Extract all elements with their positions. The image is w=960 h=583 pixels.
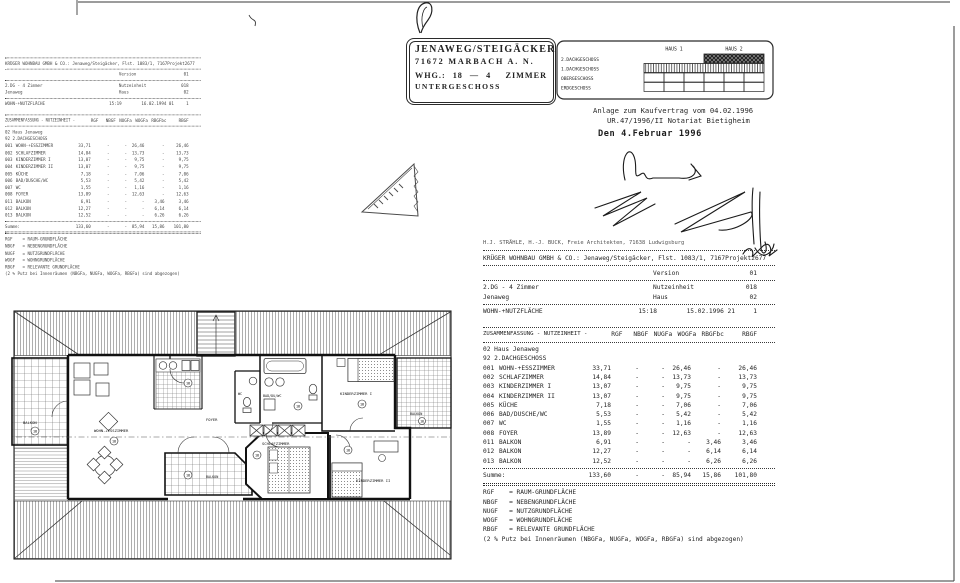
table-row: 002 SCHLAFZIMMER 14,84 - - 13,73 - 13,73 (5, 150, 189, 156)
separator (483, 304, 775, 305)
separator (483, 280, 775, 281)
separator (5, 221, 201, 222)
table-row: 001 WOHN-+ESSZIMMER 33,71 - - 26,46 - 26,46 (483, 364, 757, 372)
room-label-balcony-bottom: BALKON (206, 475, 219, 479)
unit-marker: 18 (32, 429, 38, 434)
table-row: 006 BAD/DUSCHE/WC 5,53 - - 5,42 - 5,42 (5, 178, 189, 184)
table-row: 011 BALKON 6,91 - - - 3,46 3,46 (483, 439, 757, 447)
legend-line: WOGF = WOHNGRUNDFLÄCHE (483, 517, 573, 525)
legend-line: NBGF = NEBENGRUNDFLÄCHE (483, 498, 577, 506)
unit-marker: 18 (359, 402, 365, 407)
room-label-balcony-left: BALKON (23, 420, 37, 425)
whg-separator: — (469, 71, 480, 80)
separator (5, 69, 201, 70)
separator (483, 327, 775, 328)
col-rbgfbc: RBGFbc (701, 331, 724, 339)
legend-line: NUGF = NUTZGRUNDFLÄCHE (483, 507, 573, 515)
room-label-living: WOHN-+ESSZIMMER (94, 428, 129, 433)
version-value: 01 (749, 269, 757, 277)
unit-marker: 18 (185, 473, 191, 478)
street-name: Jenaweg (483, 293, 510, 301)
nutzeinheit-value: 018 (745, 284, 757, 292)
sum-row: Summe: 133,60 - - 85,94 15,86 101,80 (483, 472, 757, 480)
floor-label: UNTERGESCHOSS (415, 82, 501, 91)
col-wogfa: WOGFa (677, 331, 697, 339)
unit-marker: 18 (420, 419, 424, 424)
kitchen-fixtures (156, 359, 200, 409)
room-label-child1: KINDERZIMMER I (340, 391, 373, 396)
nutzeinheit-label: Nutzeinheit (653, 284, 694, 292)
annex-note (593, 106, 753, 125)
room-label-child2: KINDERZIMMER II (356, 478, 391, 483)
column-header-row: ZUSAMMENFASSUNG - NUTZEINHEIT - RGF NBGF NUGFa WOGFa RBGFbc RBGF (5, 118, 189, 124)
table-row: 007 WC 1,55 - - 1,16 - 1,16 (483, 420, 757, 428)
summary-title: ZUSAMMENFASSUNG - NUTZEINHEIT - (483, 331, 588, 338)
architect-line: H.J. STRÄHLE, H.-J. BUCK, Freie Architekten, 71638 Ludwigsburg (483, 240, 685, 246)
legend-mini: RGF = RAUM-GRUNDFLÄCHE NBGF = NEBENGRUNDFLÄCHE NUGF = NUTZGRUNDFLÄCHE WOGF = WOHNGRUNDFLÄCHE RBGF = RELEVANTE GRUNDFLÄCHE (5, 236, 80, 270)
triangle-stamp (352, 160, 432, 222)
rooms-label: ZIMMER (505, 71, 547, 80)
room-label-foyer: FOYER (206, 417, 218, 422)
table-row: 012 BALKON 12,27 - - - 6,14 6,14 (5, 206, 189, 212)
separator (5, 126, 201, 127)
table-row: 005 KÜCHE 7,18 - - 7,06 - 7,06 (5, 171, 189, 177)
separator (483, 250, 775, 251)
table-row: 004 KINDERZIMMER II 13,07 - - 9,75 - 9,75 (5, 164, 189, 170)
project-number: 2677 (751, 254, 767, 262)
signature-stroke (623, 152, 701, 180)
wn-label: WOHN-+NUTZFLÄCHE (483, 308, 543, 316)
separator-dense (5, 232, 201, 234)
table-row: 004 KINDERZIMMER II 13,07 - - 9,75 - 9,75 (483, 392, 757, 400)
separator (483, 468, 775, 469)
col-rgf: RGF (611, 331, 623, 339)
separator-dense (483, 483, 775, 486)
table-row: 008 FOYER 13,89 - - 12,63 - 12,63 (483, 429, 757, 437)
area-summary-table-mini: KRÜGER WOHNBAU GMBH & CO.: Jenaweg/Steigäcker, Flst. 1083/1, 7167Projekt 2677 Version 01 2.DG - 4 Zimmer Nutzeinheit 018 Jenaweg Haus 02 WOHN-+NUTZFLÄCHE 15:19 16.02.1994 01 1 ZUSAMMENFASSUNG - NUTZEINHEIT - RGF NBGF NUGFa WOGFa RBGFbc RBGF 02 Haus Jenaweg 92 2.DACHGESCHOSS 001 WOHN-+ESSZIMMER 33,71 - - 26,46 - 26,46 002 SCHLAFZIMMER 14,84 - - 13,73 - 13,73 003 KINDERZIMMER I 13,07 - - 9,75 - 9,75 004 KINDERZIMMER II 13,07 - - 9,75 - 9,75 005 KÜCHE 7,18 - - 7,06 - 7,06 006 BAD/DUSCHE/WC 5,53 - - 5,42 - 5,42 007 WC 1,55 - - 1,16 - 1,16 008 FOYER 13,89 - - 12,63 - 12,63 011 BALKON 6,91 - - - 3,46 3,46 012 BALKON 12,27 - - - 6,14 6,14 013 BALKON 12,52 - - - 6,26 6,26 Summe: 133,60 - - 85,94 15,86 101,80 RGF = RAUM-GRUNDFLÄCHE NBGF = NEBENGRUNDFLÄCHE NUGF = NUTZGRUNDFLÄCHE WOGF = WOHNGRUNDFLÄCHE RBGF = RELEVANTE GRUNDFLÄCHE (2 % Putz bei Innenräumen (NBGFa, NUGFa, WOGFa, RBGFa) sind abgezogen) (5, 56, 201, 278)
legend-line: RGF = RAUM-GRUNDFLÄCHE (483, 489, 577, 497)
table-row: 013 BALKON 12,52 - - - 6,26 6,26 (5, 213, 189, 219)
room-rows-mini (5, 143, 201, 220)
house2-header: HAUS 2 (725, 47, 743, 53)
project-header-box (406, 38, 556, 105)
table-row: 013 BALKON 12,52 - - - 6,26 6,26 (483, 457, 757, 465)
wn-time: 15:18 (638, 308, 657, 316)
col-rbgf: RBGF (742, 331, 758, 339)
footnote: (2 % Putz bei Innenräumen (NBGFa, NUGFa, WOGFa, RBGFa) sind abgezogen) (483, 535, 744, 543)
balcony-left (12, 358, 68, 445)
room-rows (483, 364, 775, 466)
legend-line: RBGF = RELEVANTE GRUNDFLÄCHE (483, 526, 595, 534)
room-label-balcony-right: BALKON (410, 412, 423, 416)
floor-plan (10, 303, 455, 561)
unit-marker: 18 (111, 439, 117, 444)
room-label-bath: BAD/DU/WC (263, 394, 282, 398)
separator (483, 265, 775, 266)
group-line-haus: 02 Haus Jenaweg (483, 346, 539, 354)
unit-marker: 18 (345, 448, 351, 453)
whg-label: WHG.: (415, 71, 446, 80)
apartment-line (415, 71, 547, 80)
project-title: JENAWEG/STEIGÄCKER (415, 44, 556, 55)
project-address: 71672 MARBACH A. N. (415, 57, 535, 66)
unit-desc: 2.DG - 4 Zimmer (483, 284, 539, 292)
table-row: 008 FOYER 13,89 - - 12,63 - 12,63 (5, 192, 189, 198)
stairwell (197, 312, 235, 356)
table-row: 006 BAD/DUSCHE/WC 5,53 - - 5,42 - 5,42 (483, 411, 757, 419)
legend (483, 488, 775, 534)
annex-line1: Anlage zum Kaufvertrag vom 04.02.1996 (593, 106, 754, 115)
col-nugfa: NUGFa (653, 331, 673, 339)
sum-row: Summe: 133,60 - - 85,94 15,86 101,80 (5, 224, 189, 230)
haus-label: Haus (653, 293, 668, 301)
separator (5, 98, 201, 99)
unit-marker: 18 (254, 453, 260, 458)
company-line: KRÜGER WOHNBAU GMBH & CO.: Jenaweg/Steigäcker, Flst. 1083/1, 7167Projekt (483, 254, 752, 262)
unit-marker: 18 (185, 381, 191, 386)
separator (5, 115, 201, 116)
level-label-eg: ERDGESCHOSS (561, 86, 591, 92)
separator (5, 80, 201, 81)
unit-marker: 18 (295, 404, 301, 409)
floor-level-grid (556, 40, 774, 102)
column-header-row (483, 330, 775, 339)
wn-date: 15.02.1996 21 (686, 308, 735, 316)
annex-line2: UR.47/1996/II Notariat Bietigheim (607, 115, 750, 125)
whg-number: 18 (452, 71, 463, 80)
separator (483, 342, 775, 343)
table-row: 001 WOHN-+ESSZIMMER 33,71 - - 26,46 - 26,46 (5, 143, 189, 149)
wn-page: 1 (753, 308, 757, 316)
table-row: 003 KINDERZIMMER I 13,07 - - 9,75 - 9,75 (5, 157, 189, 163)
rooms-count: 4 (486, 71, 492, 80)
version-label: Version (653, 269, 680, 277)
level-label-1dg: 1.DACHGESCHOSS (561, 67, 599, 73)
table-row: 011 BALKON 6,91 - - - 3,46 3,46 (5, 199, 189, 205)
table-row: 012 BALKON 12,27 - - - 6,14 6,14 (483, 448, 757, 456)
room-label-bedroom: SCHLAFZIMMER (262, 441, 290, 446)
table-row: 007 WC 1,55 - - 1,16 - 1,16 (5, 185, 189, 191)
level-label-2dg: 2.DACHGESCHOSS (561, 58, 599, 63)
col-nbgf: NBGF (633, 331, 649, 339)
level-cells (644, 54, 764, 92)
room-label-wc: WC (238, 392, 243, 396)
balcony-right (397, 358, 451, 428)
table-row: 005 KÜCHE 7,18 - - 7,06 - 7,06 (483, 401, 757, 409)
table-row: 002 SCHLAFZIMMER 14,84 - - 13,73 - 13,73 (483, 373, 757, 381)
date-line: Den 4.Februar 1996 (598, 129, 702, 139)
area-summary-table (483, 239, 775, 544)
table-row: 003 KINDERZIMMER I 13,07 - - 9,75 - 9,75 (483, 383, 757, 391)
group-line-floor: 92 2.DACHGESCHOSS (483, 355, 547, 363)
staple-mark (417, 3, 432, 33)
bedroom (246, 425, 328, 499)
separator (5, 58, 201, 59)
house1-header: HAUS 1 (665, 47, 683, 53)
signature-stroke (675, 192, 752, 232)
fold-mark (249, 15, 255, 26)
sum-label: Summe: (483, 472, 506, 480)
level-label-og: OBERGESCHOSS (561, 77, 594, 82)
haus-value: 02 (749, 293, 757, 301)
signature-stroke (595, 192, 655, 226)
